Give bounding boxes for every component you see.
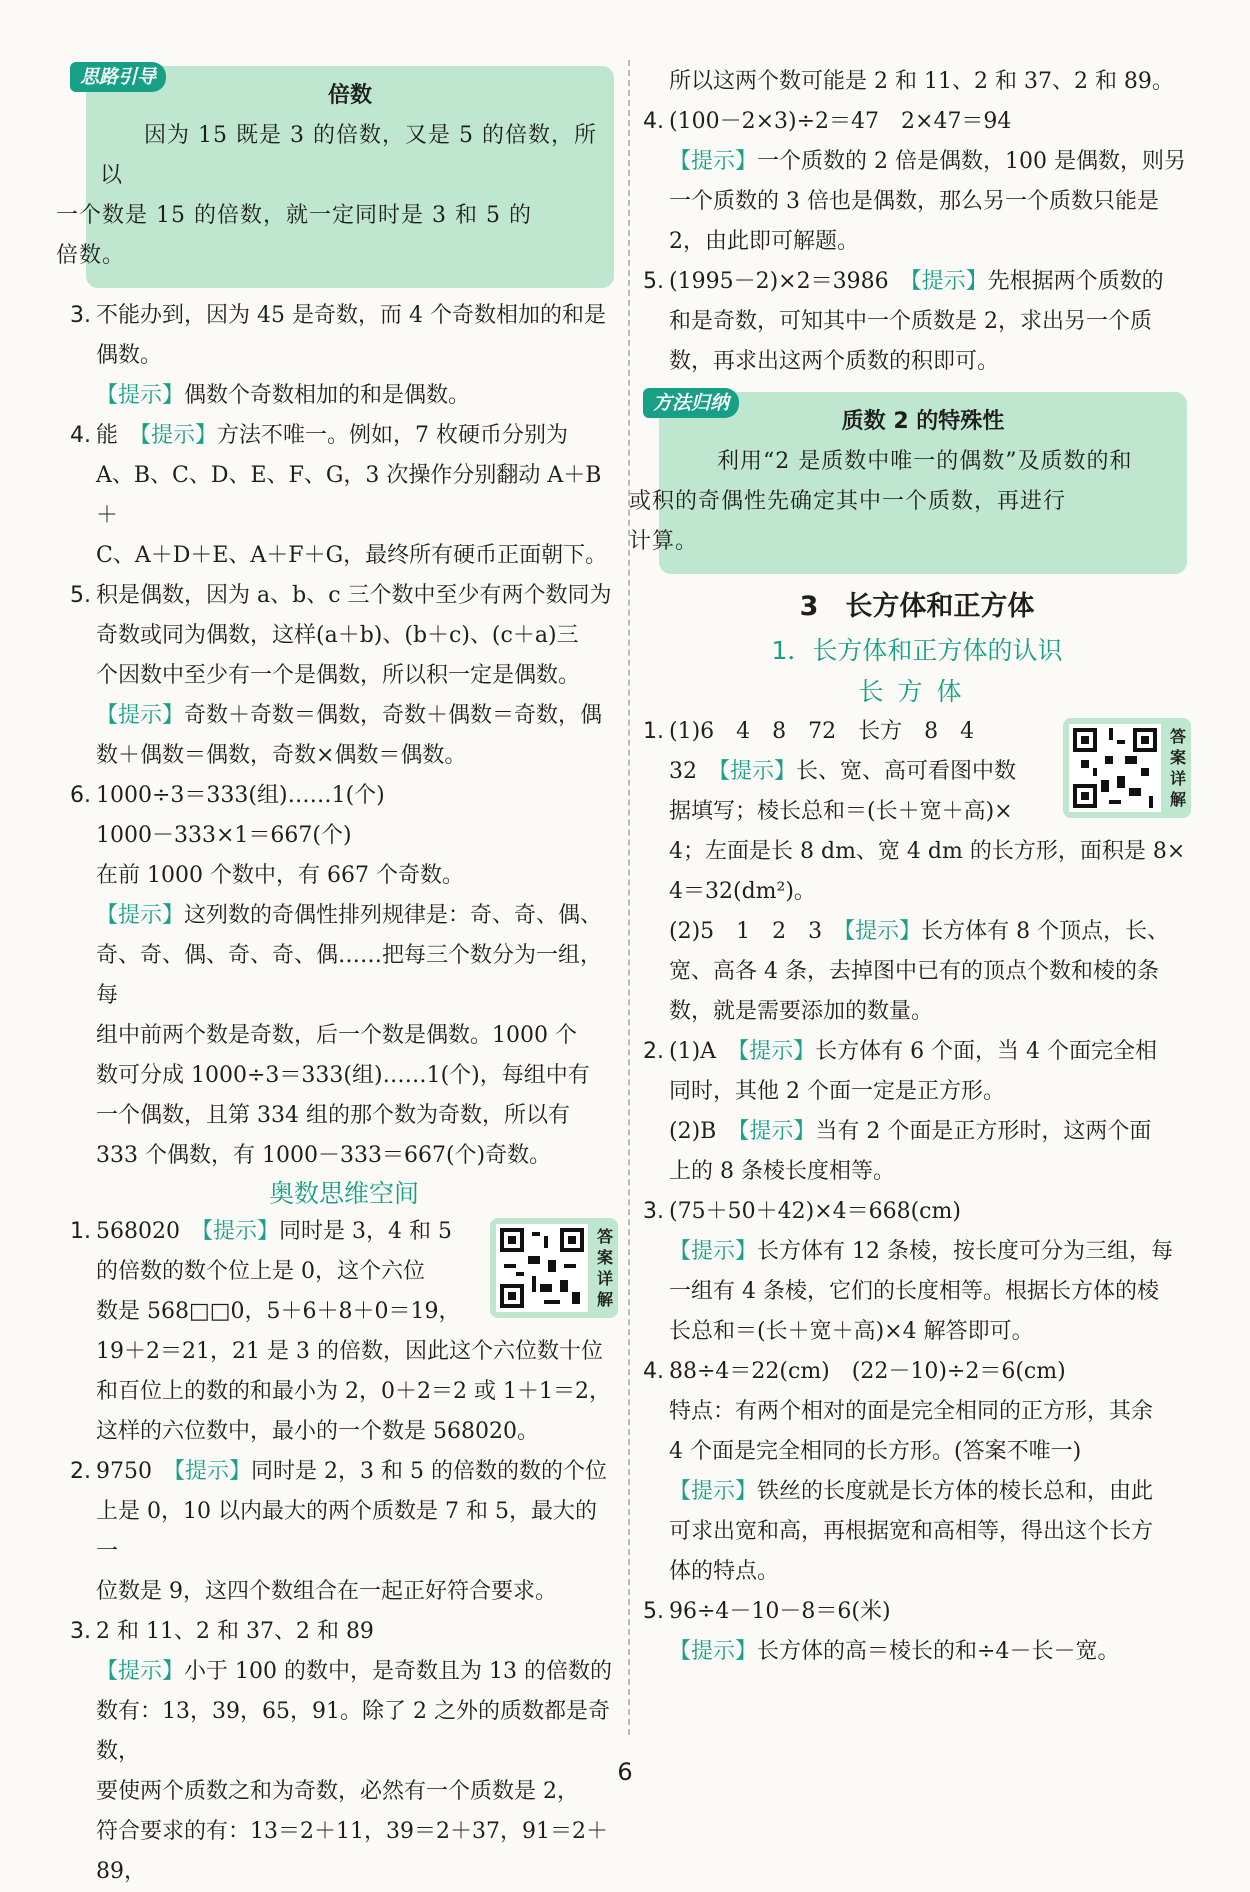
- tip-label: 【提示】: [844, 919, 922, 944]
- answer-6: 6. 1000÷3＝333(组)……1(个) 1000－333×1＝667(个) 在前 1000 个数中，有 667 个奇数。 【提示】这列数的奇偶性排列规律是：奇、奇、偶、 奇、奇、偶、奇、奇、偶……把每三个数分为一组，每 组中前两个数是奇数，后一个数是偶数。1000 个 数可分成 1000÷3＝333(组)……1(个)，每组中有 一个偶数，且第 334 组的那个数为奇数，所以有 333 个偶数，有 1000－333＝667(个)奇数。: [70, 783, 603, 1168]
- tip-label: 【提示】: [738, 1119, 816, 1144]
- cuboid-answer-2: 2. (1)A 【提示】长方体有 6 个面，当 4 个面完全相 同时，其他 2 个面一定是正方形。 (2)B 【提示】当有 2 个面是正方形时，这两个面 上的 8 条棱长度相等。: [643, 1039, 1158, 1184]
- olympiad-answer-1: 1. 答案详解 568020 【提示】同时是 3，4 和 5 的倍数的数个位上是 0，这个六位 数是 568□□0，5＋6＋8＋0＝19， 19＋2＝21，21 是 3 的倍数，因此这个六位数十位 和百位上的数的和最小为 2，0＋2＝2 或 1＋1＝2， 这样的六位数中，最小的一个数是 568020。: [70, 1212, 618, 1452]
- tip-label: 【提示】: [738, 1039, 816, 1064]
- tip-label: 【提示】: [669, 149, 758, 174]
- olympiad-section-title: 奥数思维空间: [268, 1179, 419, 1208]
- box-tag: 思路引导: [70, 62, 166, 92]
- box-title: 质数 2 的特殊性: [841, 409, 1005, 434]
- cuboid-answer-1: 1. 答案详解 (1)6 4 8 72 长方 8 4 32 【提示】长、宽、高可看图中数 据填写；棱长总和＝(长＋宽＋高)× 4；左面是长 8 dm、宽 4 dm 的长方形，面积是 8× 4＝32(dm²)。 (2)5 1 2 3 【提示】长方体有 8 个顶点，长、 宽、高各 4 条，去掉图中已有的顶点个数和棱的条 数，就是需要添加的数量。: [643, 712, 1191, 1032]
- olympiad-answer-5: 5. (1995－2)×2＝3986 【提示】先根据两个质数的 和是奇数，可知其中一个质数是 2，求出另一个质 数，再求出这两个质数的积即可。: [643, 269, 1164, 374]
- section-title: 1．长方体和正方体的认识: [771, 636, 1063, 665]
- qr-label: 答案详解: [1169, 727, 1186, 809]
- tip-label: 【提示】: [140, 423, 218, 448]
- tip-label: 【提示】: [910, 269, 988, 294]
- column-divider: [628, 60, 630, 1735]
- thinking-guide-box: [56, 66, 614, 288]
- tip-label: 【提示】: [96, 903, 185, 928]
- box-text: 因为 15 既是 3 的倍数，又是 5 的倍数，所以 一个数是 15 的倍数，就一定同时是 3 和 5 的 倍数。: [56, 123, 597, 268]
- box-text: 利用“2 是质数中唯一的偶数”及质数的和 或积的奇偶性先确定其中一个质数，再进行 计算。: [629, 449, 1133, 554]
- page-number: 6: [617, 1758, 633, 1786]
- tip-label: 【提示】: [174, 1459, 252, 1484]
- answer-5: 5. 积是偶数，因为 a、b、c 三个数中至少有两个数同为 奇数或同为偶数，这样(a＋b)、(b＋c)、(c＋a)三 个因数中至少有一个是偶数，所以积一定是偶数。 【提示】奇数＋奇数＝偶数，奇数＋偶数＝奇数，偶 数＋偶数＝偶数，奇数×偶数＝偶数。: [70, 583, 612, 768]
- tip-label: 【提示】: [201, 1219, 279, 1244]
- tip-label: 【提示】: [719, 759, 797, 784]
- tip-label: 【提示】: [669, 1239, 758, 1264]
- box-title: 倍数: [327, 83, 372, 108]
- tip-label: 【提示】: [96, 703, 185, 728]
- qr-code[interactable]: [490, 1218, 618, 1318]
- qr-code-icon: [496, 1224, 588, 1312]
- cuboid-answer-5: 5. 96÷4－10－8＝6(米) 【提示】长方体的高＝棱长的和÷4－长－宽。: [643, 1599, 1120, 1664]
- olympiad-answer-4: 4. (100－2×3)÷2＝47 2×47＝94 【提示】一个质数的 2 倍是偶数，100 是偶数，则另 一个质数的 3 倍也是偶数，那么另一个质数只能是 2，由此即可解题。: [643, 109, 1186, 254]
- tip-label: 【提示】: [96, 383, 185, 408]
- method-summary-box: [629, 392, 1187, 574]
- lesson-title: 长方体: [858, 677, 976, 706]
- tip-label: 【提示】: [96, 1659, 185, 1684]
- cuboid-answer-3: 3. (75＋50＋42)×4＝668(cm) 【提示】长方体有 12 条棱，按长度可分为三组，每 一组有 4 条棱，它们的长度相等。根据长方体的棱 长总和＝(长＋宽＋高)×4 解答即可。: [643, 1199, 1173, 1344]
- olympiad-answer-3: 3. 2 和 11、2 和 37、2 和 89 【提示】小于 100 的数中，是奇数且为 13 的倍数的 数有：13，39，65，91。除了 2 之外的质数都是奇数， 要使两个质数之和为奇数，必然有一个质数是 2， 符合要求的有：13＝2＋11，39＝2＋37，91＝2＋89，: [70, 1619, 612, 1884]
- left-column: [56, 62, 618, 1892]
- cuboid-answer-4: 4. 88÷4＝22(cm) (22－10)÷2＝6(cm) 特点：有两个相对的面是完全相同的正方形，其余 4 个面是完全相同的长方形。(答案不唯一) 【提示】铁丝的长度就是长方体的棱长总和，由此 可求出宽和高，再根据宽和高相等，得出这个长方 体的特点。: [643, 1359, 1154, 1584]
- chapter-title: 3 长方体和正方体: [799, 591, 1035, 622]
- box-tag: 方法归纳: [643, 388, 739, 418]
- tip-label: 【提示】: [669, 1639, 758, 1664]
- qr-label: 答案详解: [596, 1227, 613, 1309]
- olympiad-answer-3-continued: 所以这两个数可能是 2 和 11、2 和 37、2 和 89。: [669, 69, 1174, 94]
- right-column: [629, 62, 1191, 1672]
- answer-3: 3. 不能办到，因为 45 是奇数，而 4 个奇数相加的和是 偶数。 【提示】偶数个奇数相加的和是偶数。: [70, 303, 606, 408]
- qr-code-icon: [1069, 724, 1161, 812]
- qr-code[interactable]: [1063, 718, 1191, 818]
- olympiad-answer-2: 2. 9750 【提示】同时是 2，3 和 5 的倍数的数的个位 上是 0，10 以内最大的两个质数是 7 和 5，最大的一 位数是 9，这四个数组合在一起正好符合要求。: [70, 1459, 607, 1604]
- tip-label: 【提示】: [669, 1479, 758, 1504]
- answer-4: 4. 能 【提示】方法不唯一。例如，7 枚硬币分别为 A、B、C、D、E、F、G，3 次操作分别翻动 A＋B＋ C、A＋D＋E、A＋F＋G，最终所有硬币正面朝下。: [70, 423, 608, 568]
